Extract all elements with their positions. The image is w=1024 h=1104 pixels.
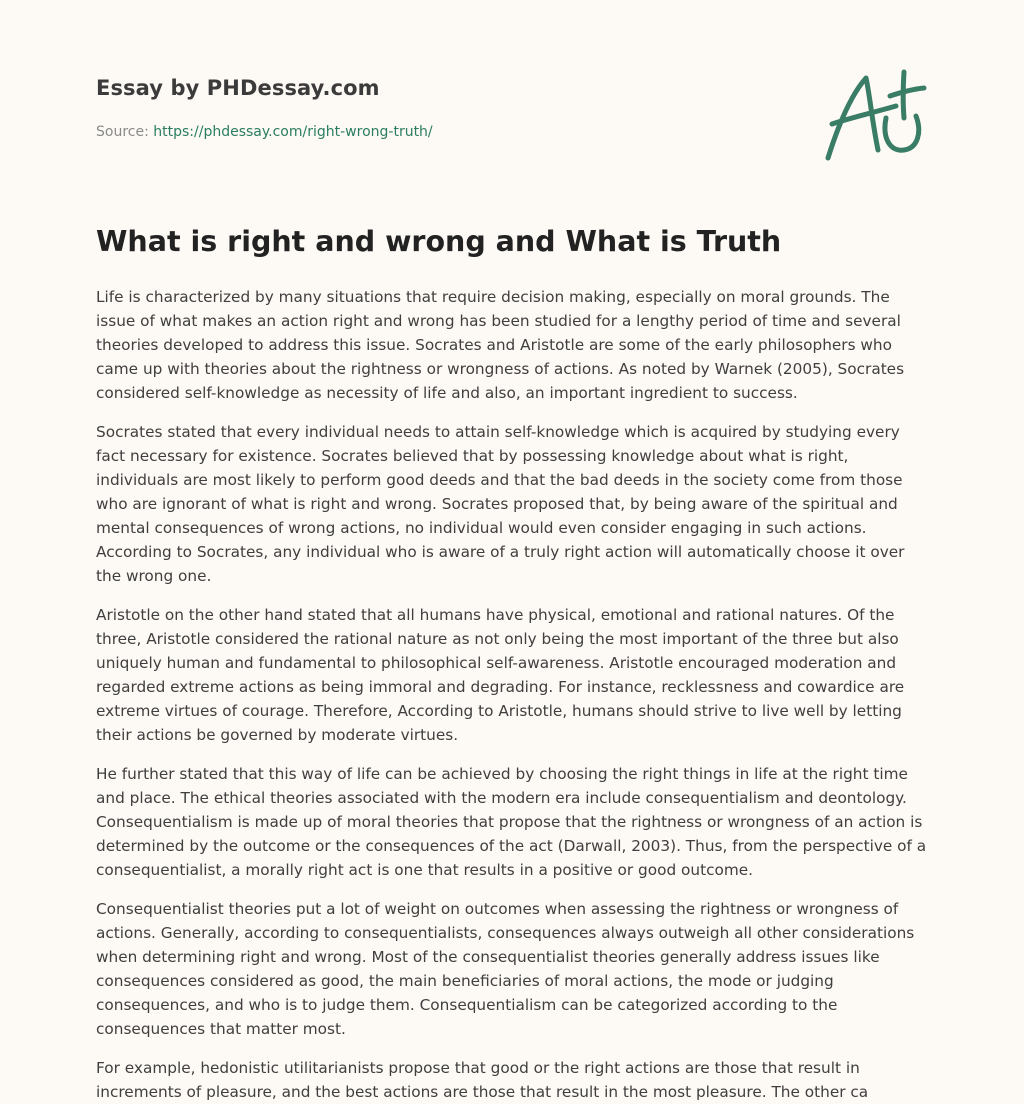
article-paragraph: He further stated that this way of life can be achieved by choosing the right things in life at the right time and place. The ethical theories associated with the modern era include consequentialism and deontology. Consequentialism is made up of moral theories that propose that the rightness or wrongness of an action is determined by the outcome or the consequences of the act (Darwall, 2003). Thus, from the perspective of a consequentialist, a morally right act is one that results in a positive or good outcome. bbox=[96, 765, 927, 879]
a-plus-grade-icon bbox=[818, 66, 930, 166]
source-label: Source: bbox=[96, 124, 154, 140]
article-paragraph: For example, hedonistic utilitarianists propose that good or the right actions are those that result in increments of pleasure, and the best actions are those that result in the most pleasure. The other ca bbox=[96, 1059, 869, 1101]
article-paragraph: Aristotle on the other hand stated that all humans have physical, emotional and rational natures. Of the three, Aristotle considered the rational nature as not only being the most important of the three but also uniquely human and fundamental to philosophical self-awareness. Aristotle encouraged moderation and regarded extreme actions as being immoral and degrading. For instance, recklessness and cowardice are extreme virtues of courage. Therefore, According to Aristotle, humans should strive to live well by letting their actions be governed by moderate virtues. bbox=[96, 606, 905, 744]
article-paragraph: Consequentialist theories put a lot of weight on outcomes when assessing the rightness or wrongness of actions. Generally, according to consequentialists, consequences always outweigh all other considerations when determining right and wrong. Most of the consequentialist theories generally address issues like consequences considered as good, the main beneficiaries of moral actions, the mode or judging consequences, and who is to judge them. Consequentialism can be categorized according to the consequences that matter most. bbox=[96, 900, 915, 1038]
article-body bbox=[96, 285, 932, 1101]
article-paragraph: Life is characterized by many situations that require decision making, especially on moral grounds. The issue of what makes an action right and wrong has been studied for a lengthy period of time and several theories developed to address this issue. Socrates and Aristotle are some of the early philosophers who came up with theories about the rightness or wrongness of actions. As noted by Warnek (2005), Socrates considered self-knowledge as necessity of life and also, an important ingredient to success. bbox=[96, 288, 905, 402]
article-title: What is right and wrong and What is Truth bbox=[96, 225, 782, 258]
article-paragraph: Socrates stated that every individual needs to attain self-knowledge which is acquired by studying every fact necessary for existence. Socrates believed that by possessing knowledge about what is right, individuals are most likely to perform good deeds and that the bad deeds in the society come from those who are ignorant of what is right and wrong. Socrates proposed that, by being aware of the spiritual and mental consequences of wrong actions, no individual would even consider engaging in such actions. According to Socrates, any individual who is aware of a truly right action will automatically choose it over the wrong one. bbox=[96, 423, 905, 585]
site-brand: Essay by PHDessay.com bbox=[96, 76, 380, 100]
source-link[interactable]: https://phdessay.com/right-wrong-truth/ bbox=[153, 124, 433, 140]
source-line bbox=[96, 124, 433, 140]
